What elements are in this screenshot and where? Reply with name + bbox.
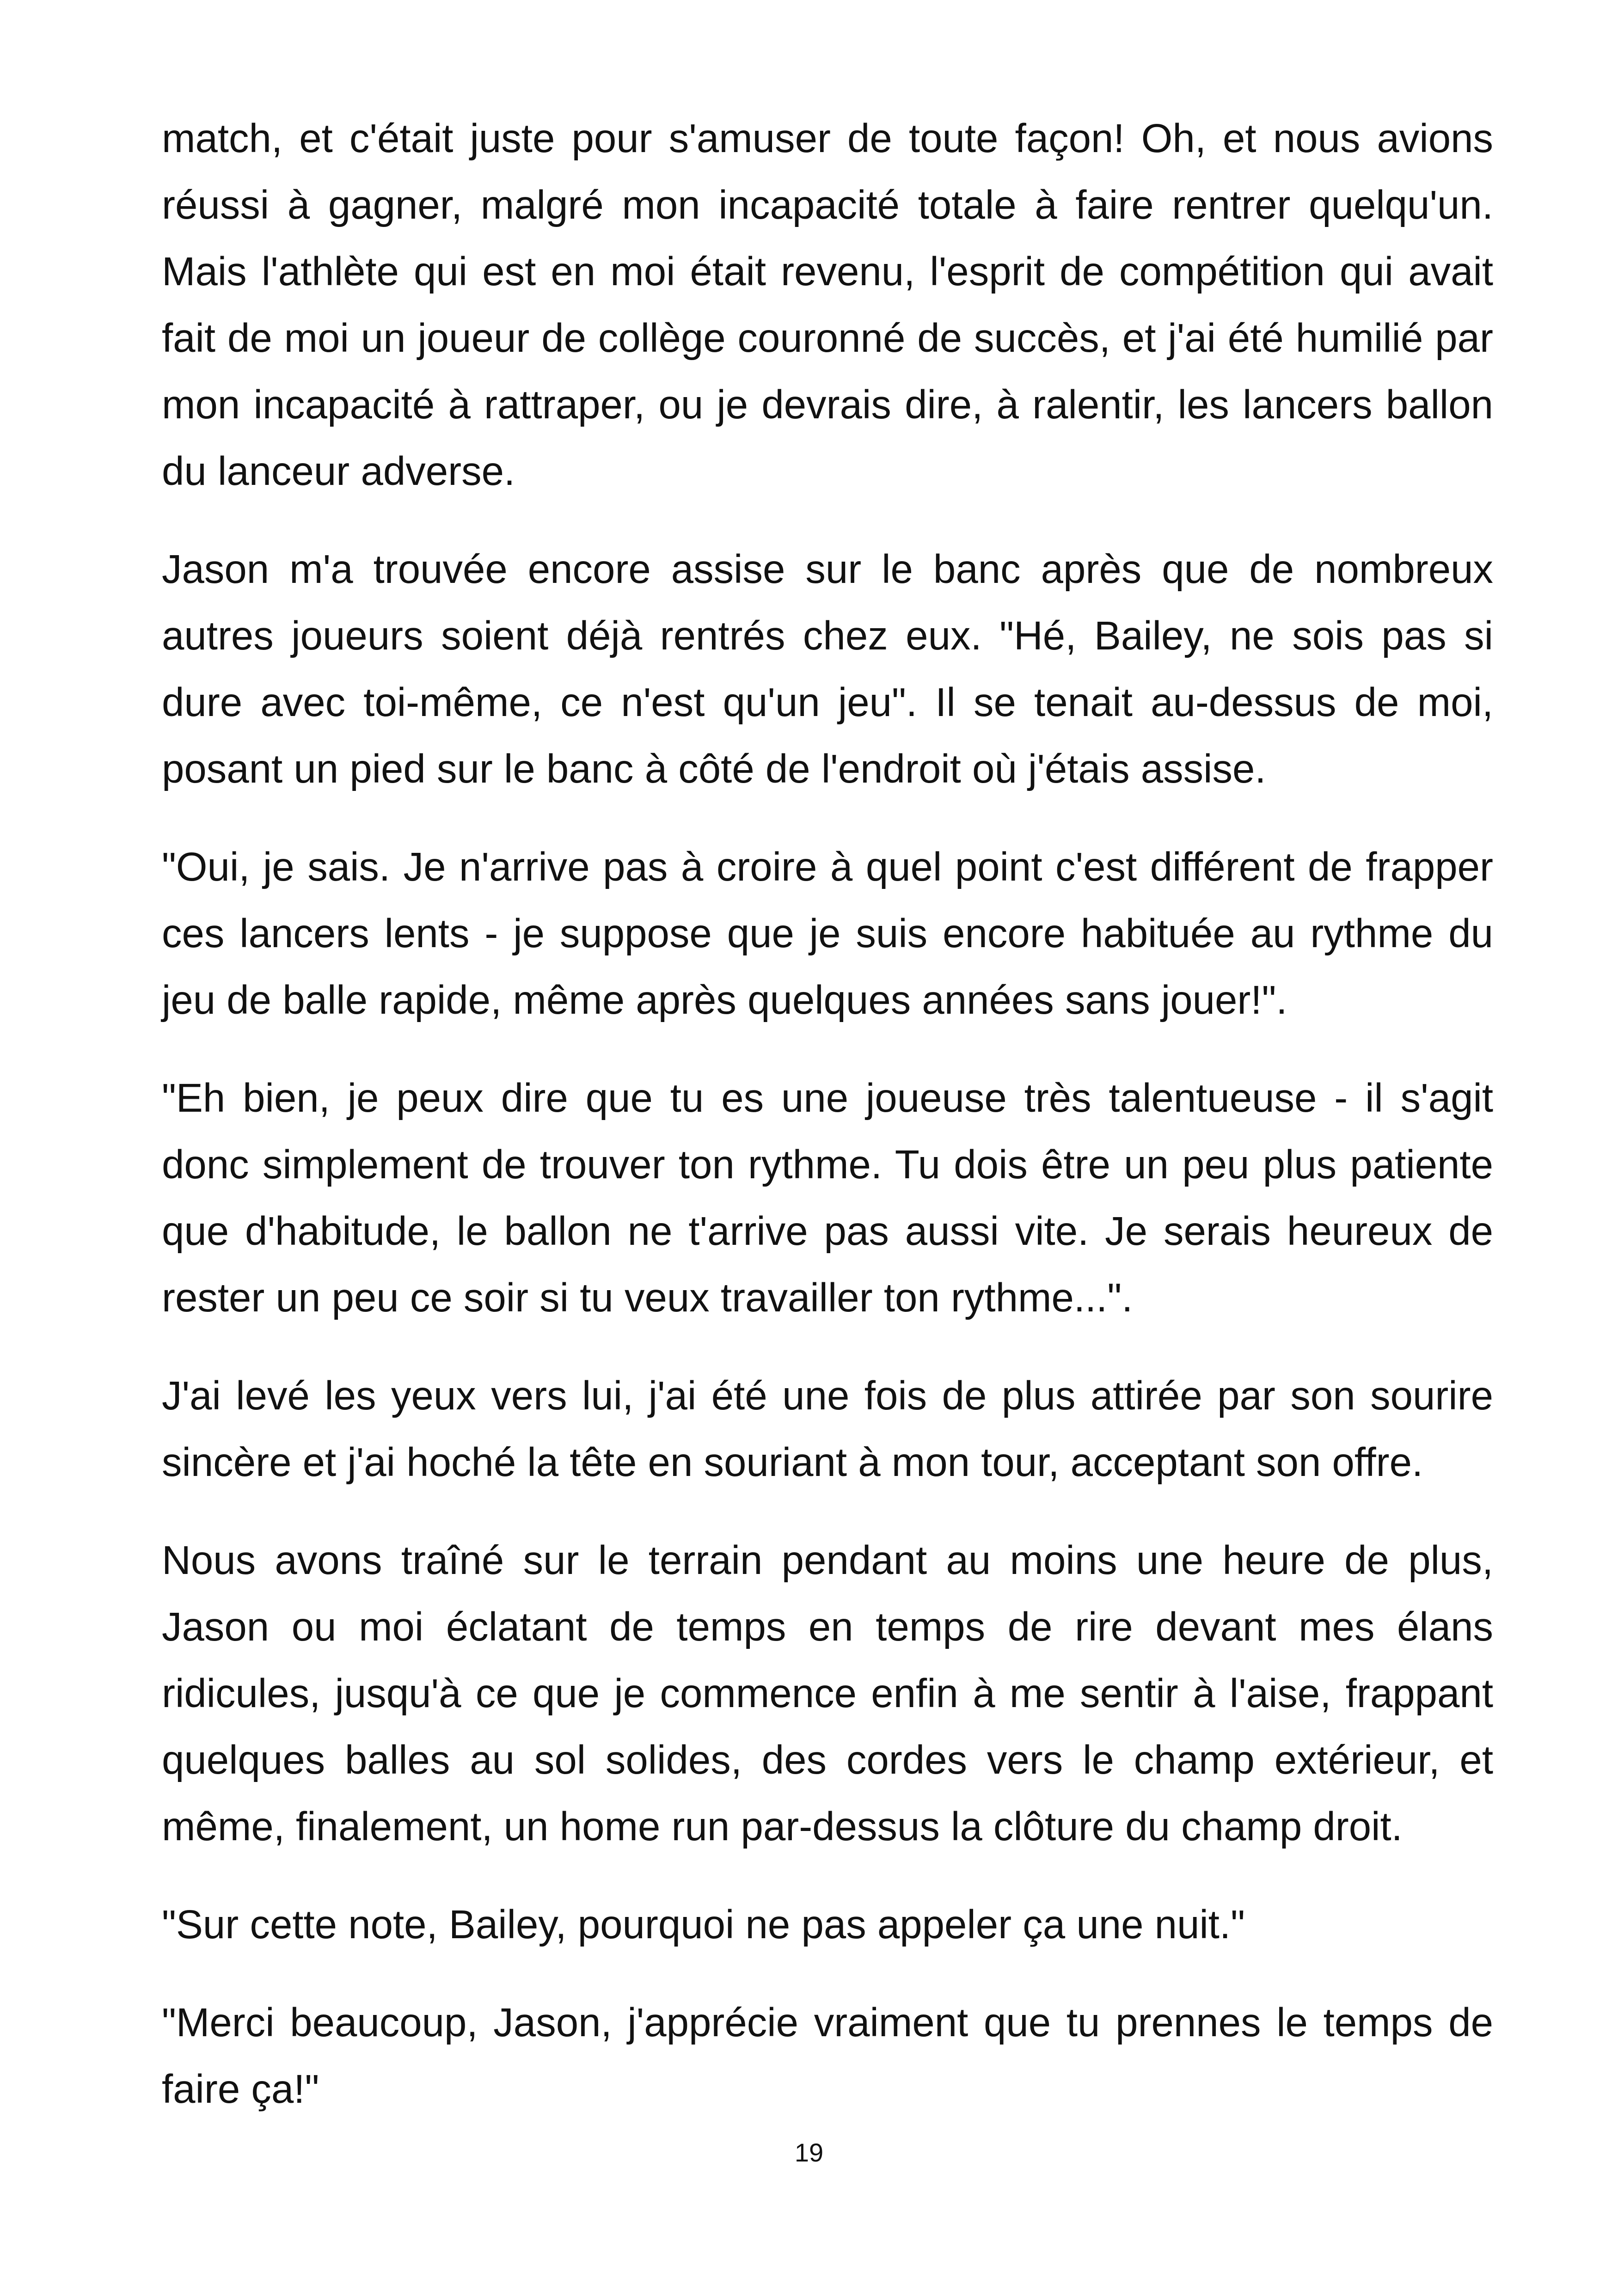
paragraph: "Sur cette note, Bailey, pourquoi ne pas appeler ça une nuit." [162,1902,1245,1947]
paragraph: "Eh bien, je peux dire que tu es une joueuse très talentueuse - il s'agit donc simplement de trouver ton rythme. Tu dois être un peu plus patiente que d'habitude, le ballon ne t'arrive pas aussi vite. Je serais heureux de rester un peu ce soir si tu veux travailler ton rythme...". [162,1076,1493,1320]
page-number: 19 [794,2138,824,2167]
paragraph: Nous avons traîné sur le terrain pendant au moins une heure de plus, Jason ou moi éclatant de temps en temps de rire devant mes élans ridicules, jusqu'à ce que je commence enfin à me sentir à l'aise, frappant quelques balles au sol solides, des cordes vers le champ extérieur, et même, finalement, un home run par-dessus la clôture du champ droit. [162,1538,1493,1849]
paragraph: Jason m'a trouvée encore assise sur le banc après que de nombreux autres joueurs soient déjà rentrés chez eux. "Hé, Bailey, ne sois pas si dure avec toi-même, ce n'est qu'un jeu". Il se tenait au-dessus de moi, posant un pied sur le banc à côté de l'endroit où j'étais assise. [162,547,1493,791]
paragraph: "Merci beaucoup, Jason, j'apprécie vraiment que tu prennes le temps de faire ça!" [162,2000,1493,2112]
body-text [162,105,1493,2154]
paragraph: "Oui, je sais. Je n'arrive pas à croire à quel point c'est différent de frapper ces lancers lents - je suppose que je suis encore habituée au rythme du jeu de balle rapide, même après quelques années sans jouer!". [162,845,1493,1022]
paragraph: match, et c'était juste pour s'amuser de toute façon! Oh, et nous avions réussi à gagner, malgré mon incapacité totale à faire rentrer quelqu'un. Mais l'athlète qui est en moi était revenu, l'esprit de compétition qui avait fait de moi un joueur de collège couronné de succès, et j'ai été humilié par mon incapacité à rattraper, ou je devrais dire, à ralentir, les lancers ballon du lanceur adverse. [162,116,1493,494]
paragraph: J'ai levé les yeux vers lui, j'ai été une fois de plus attirée par son sourire sincère et j'ai hoché la tête en souriant à mon tour, acceptant son offre. [162,1373,1493,1485]
